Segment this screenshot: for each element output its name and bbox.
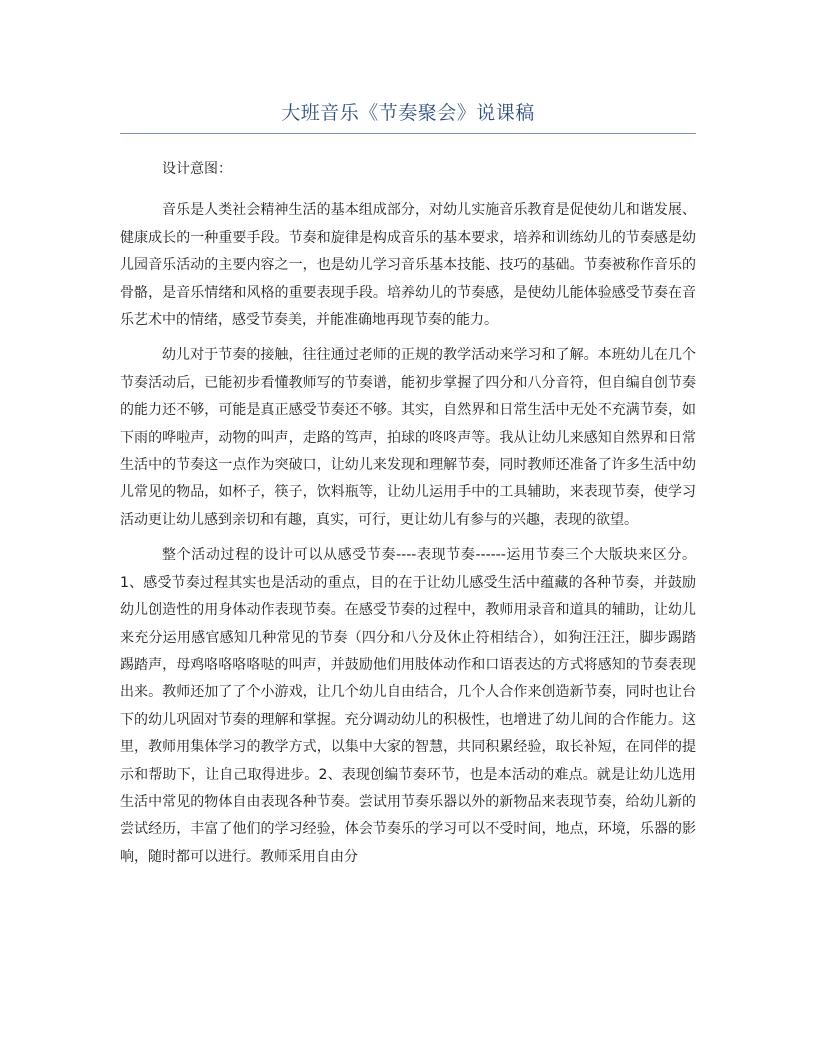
paragraph-1: 音乐是人类社会精神生活的基本组成部分，对幼儿实施音乐教育是促使幼儿和谐发展、健康成长的一种重要手段。节奏和旋律是构成音乐的基本要求，培养和训练幼儿的节奏感是幼儿园音乐活动的主要内容之一，也是幼儿学习音乐基本技能、技巧的基础。节奏被称作音乐的骨骼，是音乐情绪和风格的重要表现手段。培养幼儿的节奏感，是使幼儿能体验感受节奏在音乐艺术中的情绪，感受节奏美，并能准确地再现节奏的能力。 — [120, 202, 696, 329]
paragraph-2: 幼儿对于节奏的接触，往往通过老师的正规的教学活动来学习和了解。本班幼儿在几个节奏活动后，已能初步看懂教师写的节奏谱，能初步掌握了四分和八分音符，但自编自创节奏的能力还不够，可能是真正感受节奏还不够。其实，自然界和日常生活中无处不充满节奏，如下雨的哗啦声，动物的叫声，走路的笃声，拍球的咚咚声等。我从让幼儿来感知自然界和日常生活中的节奏这一点作为突破口，让幼儿来发现和理解节奏，同时教师还准备了许多生活中幼儿常见的物品，如杯子，筷子，饮料瓶等，让幼儿运用手中的工具辅助，来表现节奏，使学习活动更让幼儿感到亲切和有趣，真实，可行，更让幼儿有参与的兴趣，表现的欲望。 — [120, 347, 696, 528]
document-title: 大班音乐《节奏聚会》说课稿 — [281, 102, 535, 124]
document-body — [120, 156, 696, 871]
section-heading: 设计意图： — [162, 161, 232, 177]
title-divider — [120, 133, 696, 134]
paragraph-3: 整个活动过程的设计可以从感受节奏----表现节奏------运用节奏三个大版块来区分。1、感受节奏过程其实也是活动的重点，目的在于让幼儿感受生活中蕴藏的各种节奏，并鼓励幼儿创造性的用身体动作表现节奏。在感受节奏的过程中，教师用录音和道具的辅助，让幼儿来充分运用感官感知几种常见的节奏（四分和八分及休止符相结合），如狗汪汪汪，脚步踢踏踢踏声，母鸡咯咯咯咯哒的叫声，并鼓励他们用肢体动作和口语表达的方式将感知的节奏表现出来。教师还加了了个小游戏，让几个幼儿自由结合，几个人合作来创造新节奏，同时也让台下的幼儿巩固对节奏的理解和掌握。充分调动幼儿的积极性，也增进了幼儿间的合作能力。这里，教师用集体学习的教学方式，以集中大家的智慧，共同积累经验，取长补短，在同伴的提示和帮助下，让自己取得进步。2、表现创编节奏环节，也是本活动的难点。就是让幼儿选用生活中常见的物体自由表现各种节奏。尝试用节奏乐器以外的新物品来表现节奏，给幼儿新的尝试经历，丰富了他们的学习经验，体会节奏乐的学习可以不受时间，地点，环境，乐器的影响，随时都可以进行。教师采用自由分 — [120, 547, 696, 865]
